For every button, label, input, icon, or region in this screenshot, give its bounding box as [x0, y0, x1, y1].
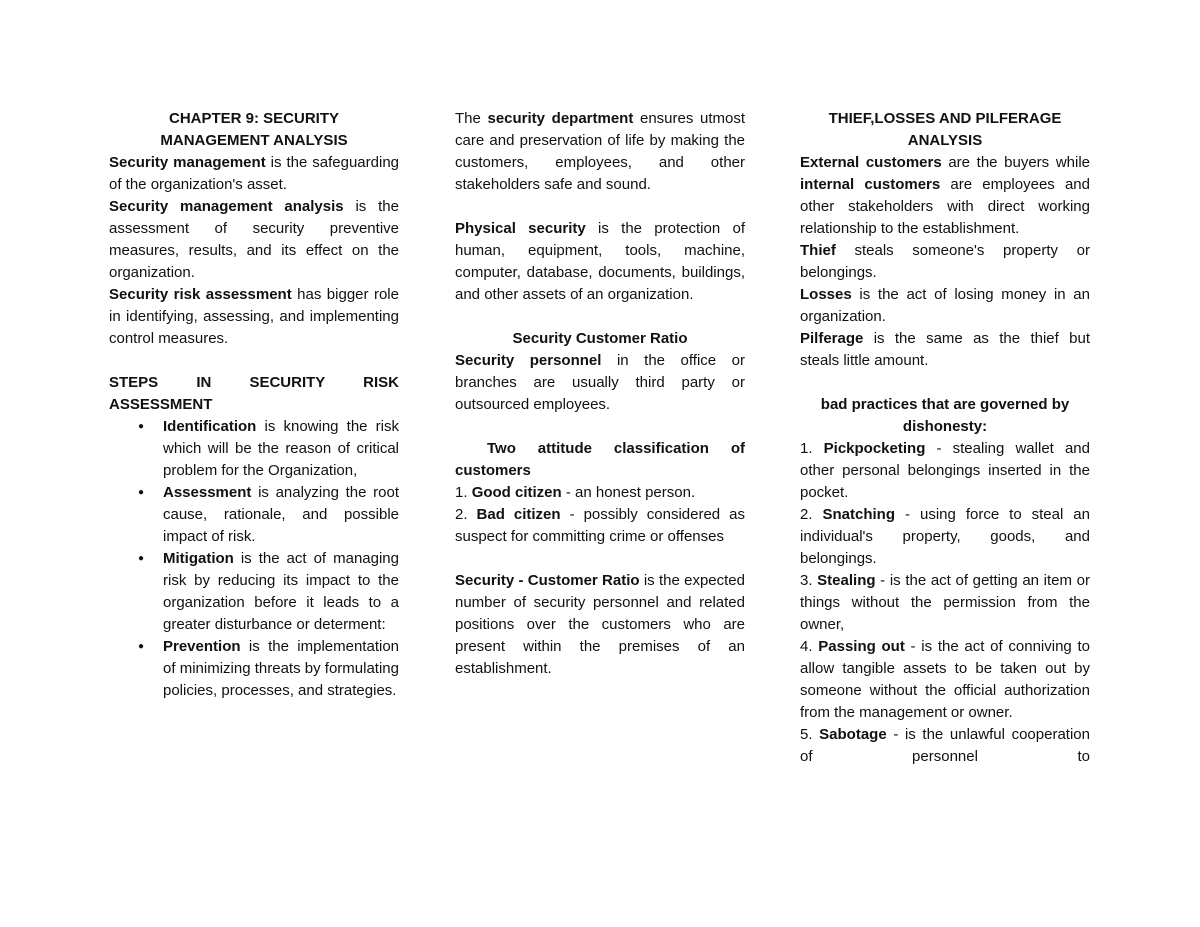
attitude-item-bad-citizen: [455, 504, 745, 548]
item-number: 2.: [800, 506, 823, 523]
definition-security-management-analysis: is the assessment of security preventive measures, results, and its effect on the organization.: [109, 198, 399, 281]
step-text: is analyzing the root cause, rationale, and possible impact of risk.: [163, 484, 399, 545]
bad-practices-heading: bad practices that are governed by dishonesty:: [820, 396, 1070, 435]
thief-title-line-2: ANALYSIS: [907, 132, 983, 149]
step-term: Assessment: [163, 484, 252, 501]
paragraph-physical-security: [455, 218, 745, 306]
list-item: [800, 504, 1090, 570]
step-term: Identification: [163, 418, 257, 435]
term-stealing: Stealing: [817, 572, 876, 589]
definition-security-risk-assessment: has bigger role in identifying, assessing, and implementing control measures.: [109, 286, 399, 347]
definition-pilferage: is the same as the thief but steals little amount.: [800, 330, 1090, 369]
step-text: is the implementation of minimizing threats by formulating policies, processes, and strategies.: [163, 638, 399, 699]
paragraph-losses: [800, 284, 1090, 328]
chapter-title-line-1: CHAPTER 9: SECURITY: [168, 110, 340, 127]
definition-security-personnel: in the office or branches are usually third party or outsourced employees.: [455, 352, 745, 413]
thief-title-line-1: THIEF,LOSSES AND PILFERAGE: [828, 110, 1062, 127]
paragraph-security-management: [109, 152, 399, 196]
step-text: is the act of managing risk by reducing its impact to the organization before it leads to a greater disturbance or determent:: [163, 550, 399, 633]
paragraph-security-management-analysis: [109, 196, 399, 284]
step-text: is knowing the risk which will be the reason of critical problem for the Organization,: [163, 418, 399, 479]
term-bad-citizen: Bad citizen: [476, 506, 561, 523]
definition-sabotage: - is the unlawful cooperation of personnel to: [800, 726, 1090, 765]
term-passing-out: Passing out: [818, 638, 905, 655]
security-customer-ratio-heading: Security Customer Ratio: [512, 330, 688, 347]
item-number: 3.: [800, 572, 818, 589]
definition-bad-citizen: - possibly considered as suspect for committing crime or offenses: [455, 506, 745, 545]
definition-security-management: is the safeguarding of the organization's asset.: [109, 154, 399, 193]
list-item: [800, 636, 1090, 724]
paragraph-customers: [800, 152, 1090, 240]
paragraph-pilferage: [800, 328, 1090, 372]
attitude-item-good-citizen: [455, 482, 745, 504]
definition-snatching: - using force to steal an individual's property, goods, and belongings.: [800, 506, 1090, 567]
term-good-citizen: Good citizen: [471, 484, 562, 501]
item-number: 4.: [800, 638, 819, 655]
term-security-personnel: Security personnel: [455, 352, 602, 369]
term-security-management: Security management: [109, 154, 266, 171]
text-prefix: The: [455, 110, 488, 127]
paragraph-security-personnel: [455, 350, 745, 416]
item-number: 1.: [800, 440, 824, 457]
term-security-customer-ratio: Security - Customer Ratio: [455, 572, 640, 589]
term-physical-security: Physical security: [455, 220, 586, 237]
item-number: 2.: [455, 506, 477, 523]
definition-security-customer-ratio: is the expected number of security personnel and related positions over the customers who are present within the premises of an establishment.: [455, 572, 745, 677]
column-3: [800, 108, 1090, 768]
steps-heading: STEPS IN SECURITY RISK ASSESSMENT: [109, 374, 399, 413]
list-item: [109, 636, 399, 702]
term-security-risk-assessment: Security risk assessment: [109, 286, 292, 303]
steps-list: [109, 416, 399, 702]
paragraph-security-risk-assessment: [109, 284, 399, 350]
definition-losses: is the act of losing money in an organization.: [800, 286, 1090, 325]
term-losses: Losses: [800, 286, 852, 303]
term-sabotage: Sabotage: [819, 726, 887, 743]
term-thief: Thief: [800, 242, 836, 259]
term-pilferage: Pilferage: [800, 330, 864, 347]
term-pickpocketing: Pickpocketing: [823, 440, 926, 457]
list-item: [109, 482, 399, 548]
paragraph-security-department: [455, 108, 745, 196]
list-item: [800, 724, 1090, 768]
list-item: [109, 416, 399, 482]
term-internal-customers: internal customers: [800, 176, 941, 193]
term-external-customers: External customers: [800, 154, 942, 171]
definition-internal-customers: are employees and other stakeholders with direct working relationship to the establishment.: [800, 176, 1090, 237]
term-security-management-analysis: Security management analysis: [109, 198, 344, 215]
definition-physical-security: is the protection of human, equipment, tools, machine, computer, database, documents, buildings, and other assets of an organization.: [455, 220, 745, 303]
step-term: Mitigation: [163, 550, 234, 567]
list-item: [800, 570, 1090, 636]
attitude-heading: Two attitude classification of customers: [455, 440, 745, 479]
chapter-title-line-2: MANAGEMENT ANALYSIS: [160, 132, 348, 149]
text-customers-mid: are the buyers while: [941, 154, 1090, 171]
column-2: [455, 108, 745, 680]
step-term: Prevention: [163, 638, 241, 655]
term-snatching: Snatching: [822, 506, 896, 523]
column-1: [109, 108, 399, 702]
list-item: [109, 548, 399, 636]
definition-security-department: ensures utmost care and preservation of life by making the customers, employees, and other stakeholders safe and sound.: [455, 110, 745, 193]
item-number: 5.: [800, 726, 820, 743]
item-number: 1.: [455, 484, 472, 501]
chapter-title: [109, 108, 399, 152]
definition-stealing: - is the act of getting an item or things without the permission from the owner,: [800, 572, 1090, 633]
thief-losses-title: [800, 108, 1090, 152]
definition-pickpocketing: - stealing wallet and other personal belongings inserted in the pocket.: [800, 440, 1090, 501]
paragraph-security-customer-ratio: [455, 570, 745, 680]
paragraph-thief: [800, 240, 1090, 284]
term-security-department: security department: [487, 110, 634, 127]
definition-passing-out: - is the act of conniving to allow tangible assets to be taken out by someone without the official authorization from the management or owner.: [800, 638, 1090, 721]
definition-thief: steals someone's property or belongings.: [800, 242, 1090, 281]
definition-good-citizen: - an honest person.: [561, 484, 696, 501]
list-item: [800, 438, 1090, 504]
